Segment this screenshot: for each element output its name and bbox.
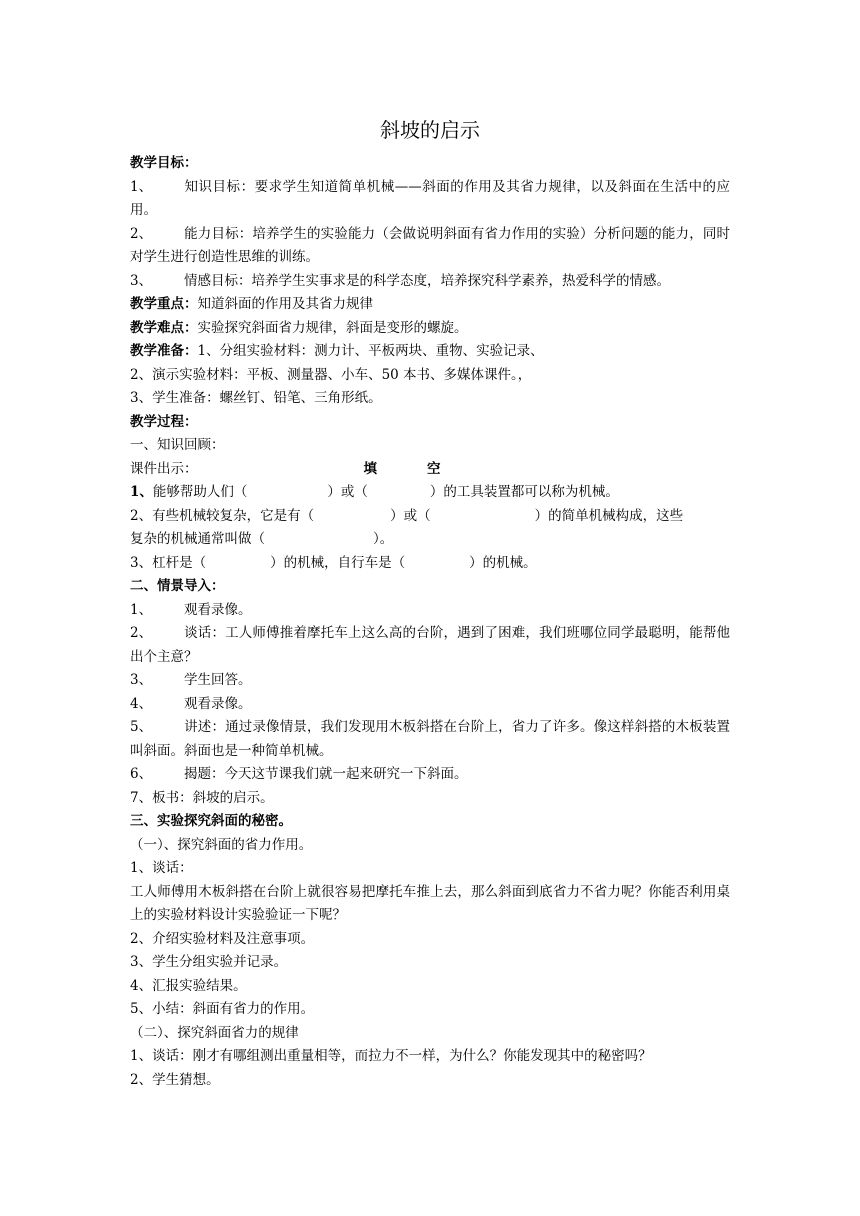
key-text: 知道斜面的作用及其省力规律 [197, 296, 373, 312]
question-3 [130, 552, 730, 576]
intro-item-3 [130, 669, 730, 693]
prep-label: 教学准备： [130, 343, 198, 359]
part2-step-2: 2、学生猜想。 [130, 1071, 220, 1088]
key-point [130, 293, 730, 317]
key-label: 教学重点： [130, 296, 198, 312]
prep-text-1: 1、分组实验材料：测力计、平板两块、重物、实验记录、 [197, 343, 544, 359]
intro-num: 2、 [130, 625, 153, 641]
q1-num: 1、 [130, 484, 153, 500]
prep-line-2: 2、演示实验材料：平板、测量器、小车、50 本书、多媒体课件。， [130, 366, 532, 383]
q3-part-b: ）的机械，自行车是（ [270, 554, 406, 571]
fill-char-b: 空 [427, 460, 441, 477]
intro-heading: 二、情景导入： [130, 578, 225, 594]
prep-line-3: 3、学生准备：螺丝钉、铅笔、三角形纸。 [130, 390, 382, 406]
review-heading: 一、知识回顾： [130, 437, 225, 453]
goal-num: 1、 [130, 178, 153, 195]
intro-item-6 [130, 763, 730, 787]
goal-text: 能力目标：培养学生的实验能力（会做说明斜面有省力作用的实验）分析问题的能力，同时对学生进行创造性思维的训练。 [130, 225, 730, 265]
intro-num: 1、 [130, 601, 153, 618]
goal-item-1 [130, 176, 730, 223]
q3-part-a: 3、杠杆是（ [130, 554, 207, 571]
goal-item-3 [130, 270, 730, 294]
intro-item-5 [130, 716, 730, 763]
experiment-heading: 三、实验探究斜面的秘密。 [130, 813, 292, 829]
goal-num: 3、 [130, 272, 153, 289]
intro-num: 4、 [130, 695, 153, 712]
goal-text: 知识目标：要求学生知道简单机械——斜面的作用及其省力规律，以及斜面在生活中的应用。 [130, 178, 730, 218]
intro-text: 学生回答。 [184, 672, 252, 688]
difficulty-point [130, 317, 730, 341]
q2-part-a: 2、有些机械较复杂，它是有（ [130, 507, 315, 524]
intro-num: 3、 [130, 672, 153, 688]
experiment-part-2: （二）、探究斜面省力的规律 [130, 1024, 299, 1041]
intro-text: 揭题：今天这节课我们就一起来研究一下斜面。 [184, 766, 468, 782]
difficulty-label: 教学难点： [130, 319, 198, 336]
intro-item-1 [130, 599, 730, 623]
question-2 [130, 505, 730, 529]
intro-text: 谈话：工人师傅推着摩托车上这么高的台阶，遇到了困难，我们班哪位同学最聪明，能帮他出个主意？ [130, 625, 730, 665]
intro-text: 观看录像。 [184, 601, 252, 618]
intro-item-4 [130, 693, 730, 717]
step-4: 4、汇报实验结果。 [130, 977, 247, 994]
part2-step-1: 1、谈话：刚才有哪组测出重量相等，而拉力不一样，为什么？你能发现其中的秘密吗？ [130, 1048, 652, 1064]
intro-text: 观看录像。 [184, 695, 252, 712]
experiment-part-1: （一）、探究斜面的省力作用。 [130, 836, 313, 853]
courseware-line [130, 458, 730, 482]
document-title: 斜坡的启示 [380, 118, 480, 142]
intro-item-2 [130, 622, 730, 669]
question-2-cont [130, 528, 730, 552]
question-1 [130, 481, 730, 505]
q2-part-d: 复杂的机械通常叫做（ [130, 531, 265, 547]
goal-text: 情感目标：培养学生实事求是的科学态度，培养探究科学素养，热爱科学的情感。 [184, 272, 670, 289]
fill-char-a: 填 [363, 460, 377, 477]
q2-part-b: ）或（ [390, 507, 431, 524]
intro-text: 讲述：通过录像情景，我们发现用木板斜搭在台阶上，省力了许多。像这样斜搭的木板装置叫斜面。斜面也是一种简单机械。 [130, 719, 730, 759]
step-3: 3、学生分组实验并记录。 [130, 954, 288, 970]
q2-part-e: ）。 [373, 531, 394, 547]
goals-heading: 教学目标： [130, 155, 198, 171]
intro-item-7: 7、板书：斜坡的启示。 [130, 789, 274, 806]
process-heading: 教学过程： [130, 413, 198, 430]
talk-text: 工人师傅用木板斜搭在台阶上就很容易把摩托车推上去，那么斜面到底省力不省力呢？你能否利用桌上的实验材料设计实验验证一下呢？ [130, 883, 730, 923]
q1-part-a: 能够帮助人们（ [152, 484, 248, 500]
goal-item-2 [130, 223, 730, 270]
intro-num: 6、 [130, 766, 153, 782]
difficulty-text: 实验探究斜面省力规律，斜面是变形的螺旋。 [197, 319, 468, 336]
document-body [130, 152, 730, 1092]
q1-part-b: ）或（ [327, 484, 368, 500]
step-2: 2、介绍实验材料及注意事项。 [130, 930, 315, 947]
fill-blank-label [364, 458, 441, 482]
q2-part-c: ）的简单机械构成，这些 [534, 507, 684, 524]
goal-num: 2、 [130, 225, 153, 242]
courseware-label: 课件出示： [130, 460, 198, 477]
prep-line-1 [130, 340, 730, 364]
intro-num: 5、 [130, 719, 153, 735]
step-5: 5、小结：斜面有省力的作用。 [130, 1001, 315, 1017]
q1-part-c: ）的工具装置都可以称为机械。 [429, 484, 619, 500]
q3-part-c: ）的机械。 [469, 554, 537, 571]
talk-label: 1、谈话： [130, 860, 193, 876]
